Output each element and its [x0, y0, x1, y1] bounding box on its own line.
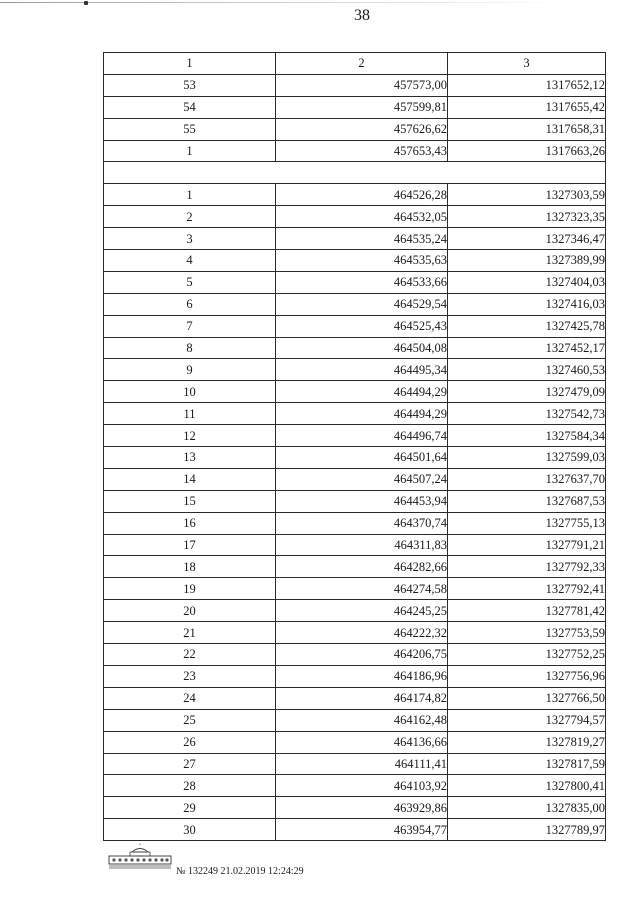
table-row [104, 425, 606, 447]
cell-y-coordinate: 1327425,78 [448, 315, 606, 337]
cell-x-coordinate: 464494,29 [276, 403, 448, 425]
table-row [104, 381, 606, 403]
cell-x-coordinate: 464282,66 [276, 556, 448, 578]
cell-point-number: 12 [104, 425, 276, 447]
table-row [104, 403, 606, 425]
cell-y-coordinate: 1317663,26 [448, 140, 606, 162]
cell-y-coordinate: 1327794,57 [448, 709, 606, 731]
cell-y-coordinate: 1327817,59 [448, 753, 606, 775]
page-number: 38 [354, 7, 370, 24]
table-row [104, 184, 606, 206]
cell-x-coordinate: 463954,77 [276, 819, 448, 841]
cell-y-coordinate: 1327835,00 [448, 797, 606, 819]
table-row [104, 644, 606, 666]
cell-x-coordinate: 464206,75 [276, 644, 448, 666]
cell-y-coordinate: 1317658,31 [448, 118, 606, 140]
table-row [104, 468, 606, 490]
cell-x-coordinate: 464535,24 [276, 228, 448, 250]
table-row [104, 753, 606, 775]
table-row [104, 490, 606, 512]
cell-point-number: 19 [104, 578, 276, 600]
cell-y-coordinate: 1317655,42 [448, 96, 606, 118]
cell-x-coordinate: 464507,24 [276, 468, 448, 490]
table-row [104, 293, 606, 315]
table-row [104, 709, 606, 731]
cell-y-coordinate: 1327819,27 [448, 731, 606, 753]
table-row [104, 206, 606, 228]
cell-y-coordinate: 1327637,70 [448, 468, 606, 490]
cell-point-number: 8 [104, 337, 276, 359]
cell-x-coordinate: 464370,74 [276, 512, 448, 534]
table-row [104, 797, 606, 819]
cell-point-number: 2 [104, 206, 276, 228]
cell-point-number: 26 [104, 731, 276, 753]
cell-x-coordinate: 464501,64 [276, 447, 448, 469]
cell-point-number: 24 [104, 687, 276, 709]
cell-y-coordinate: 1327404,03 [448, 271, 606, 293]
cell-point-number: 53 [104, 74, 276, 96]
cell-y-coordinate: 1327766,50 [448, 687, 606, 709]
registration-stamp-text: № 132249 21.02.2019 12:24:29 [176, 866, 304, 877]
cell-point-number: 21 [104, 622, 276, 644]
table-header-row [104, 53, 606, 75]
cell-x-coordinate: 464186,96 [276, 665, 448, 687]
table-row [104, 622, 606, 644]
cell-x-coordinate: 464533,66 [276, 271, 448, 293]
cell-point-number: 1 [104, 184, 276, 206]
cell-x-coordinate: 464274,58 [276, 578, 448, 600]
cell-x-coordinate: 464494,29 [276, 381, 448, 403]
cell-x-coordinate: 464532,05 [276, 206, 448, 228]
cell-x-coordinate: 464111,41 [276, 753, 448, 775]
table-row [104, 96, 606, 118]
cell-point-number: 29 [104, 797, 276, 819]
cell-point-number: 27 [104, 753, 276, 775]
cell-y-coordinate: 1327599,03 [448, 447, 606, 469]
cell-x-coordinate: 464245,25 [276, 600, 448, 622]
cell-y-coordinate: 1327789,97 [448, 819, 606, 841]
cell-x-coordinate: 464222,32 [276, 622, 448, 644]
cell-x-coordinate: 457626,62 [276, 118, 448, 140]
table-row [104, 337, 606, 359]
table-row [104, 447, 606, 469]
cell-point-number: 20 [104, 600, 276, 622]
cell-y-coordinate: 1327479,09 [448, 381, 606, 403]
cell-x-coordinate: 464496,74 [276, 425, 448, 447]
table-row [104, 118, 606, 140]
coordinates-table-body [104, 53, 606, 841]
cell-point-number: 11 [104, 403, 276, 425]
header-column-3: 3 [448, 53, 606, 75]
cell-y-coordinate: 1327752,25 [448, 644, 606, 666]
cell-x-coordinate: 464453,94 [276, 490, 448, 512]
cell-point-number: 25 [104, 709, 276, 731]
cell-point-number: 6 [104, 293, 276, 315]
table-row [104, 731, 606, 753]
cell-y-coordinate: 1327416,03 [448, 293, 606, 315]
cell-point-number: 23 [104, 665, 276, 687]
table-row [104, 359, 606, 381]
table-row [104, 687, 606, 709]
cell-x-coordinate: 464526,28 [276, 184, 448, 206]
cell-x-coordinate: 464535,63 [276, 250, 448, 272]
cell-x-coordinate: 464174,82 [276, 687, 448, 709]
cell-x-coordinate: 463929,86 [276, 797, 448, 819]
table-row [104, 250, 606, 272]
cell-point-number: 54 [104, 96, 276, 118]
cell-x-coordinate: 464504,08 [276, 337, 448, 359]
table-row [104, 600, 606, 622]
separator-cell [104, 162, 606, 184]
cell-x-coordinate: 464525,43 [276, 315, 448, 337]
cell-x-coordinate: 457653,43 [276, 140, 448, 162]
table-row [104, 578, 606, 600]
cell-y-coordinate: 1327346,47 [448, 228, 606, 250]
cell-y-coordinate: 1327452,17 [448, 337, 606, 359]
cell-point-number: 18 [104, 556, 276, 578]
cell-point-number: 28 [104, 775, 276, 797]
cell-y-coordinate: 1327389,99 [448, 250, 606, 272]
table-row [104, 534, 606, 556]
header-column-1: 1 [104, 53, 276, 75]
table-row [104, 140, 606, 162]
header-column-2: 2 [276, 53, 448, 75]
table-row [104, 315, 606, 337]
cell-x-coordinate: 457599,81 [276, 96, 448, 118]
cell-y-coordinate: 1327584,34 [448, 425, 606, 447]
scan-mark [84, 1, 88, 5]
table-row [104, 775, 606, 797]
cell-y-coordinate: 1327687,53 [448, 490, 606, 512]
table-row [104, 665, 606, 687]
cell-y-coordinate: 1327792,41 [448, 578, 606, 600]
cell-point-number: 1 [104, 140, 276, 162]
cell-y-coordinate: 1327792,33 [448, 556, 606, 578]
cell-point-number: 13 [104, 447, 276, 469]
table-row [104, 556, 606, 578]
cell-point-number: 10 [104, 381, 276, 403]
cell-point-number: 3 [104, 228, 276, 250]
table-row [104, 512, 606, 534]
cell-point-number: 5 [104, 271, 276, 293]
cell-point-number: 9 [104, 359, 276, 381]
cell-y-coordinate: 1327781,42 [448, 600, 606, 622]
cell-point-number: 17 [104, 534, 276, 556]
cell-y-coordinate: 1327753,59 [448, 622, 606, 644]
cell-x-coordinate: 464311,83 [276, 534, 448, 556]
cell-y-coordinate: 1327542,73 [448, 403, 606, 425]
cell-y-coordinate: 1317652,12 [448, 74, 606, 96]
cell-y-coordinate: 1327323,35 [448, 206, 606, 228]
table-separator-row [104, 162, 606, 184]
cell-y-coordinate: 1327800,41 [448, 775, 606, 797]
cell-x-coordinate: 464529,54 [276, 293, 448, 315]
coordinates-table [103, 52, 606, 841]
cell-x-coordinate: 464495,34 [276, 359, 448, 381]
table-row [104, 74, 606, 96]
cell-y-coordinate: 1327755,13 [448, 512, 606, 534]
cell-point-number: 4 [104, 250, 276, 272]
cell-x-coordinate: 464103,92 [276, 775, 448, 797]
cell-point-number: 30 [104, 819, 276, 841]
cell-point-number: 15 [104, 490, 276, 512]
cell-point-number: 14 [104, 468, 276, 490]
registry-building-emblem-icon [108, 843, 172, 871]
cell-x-coordinate: 457573,00 [276, 74, 448, 96]
cell-y-coordinate: 1327756,96 [448, 665, 606, 687]
cell-y-coordinate: 1327460,53 [448, 359, 606, 381]
table-row [104, 271, 606, 293]
cell-point-number: 16 [104, 512, 276, 534]
cell-x-coordinate: 464162,48 [276, 709, 448, 731]
cell-point-number: 55 [104, 118, 276, 140]
cell-x-coordinate: 464136,66 [276, 731, 448, 753]
table-row [104, 228, 606, 250]
cell-point-number: 22 [104, 644, 276, 666]
cell-y-coordinate: 1327303,59 [448, 184, 606, 206]
cell-y-coordinate: 1327791,21 [448, 534, 606, 556]
cell-point-number: 7 [104, 315, 276, 337]
table-row [104, 819, 606, 841]
